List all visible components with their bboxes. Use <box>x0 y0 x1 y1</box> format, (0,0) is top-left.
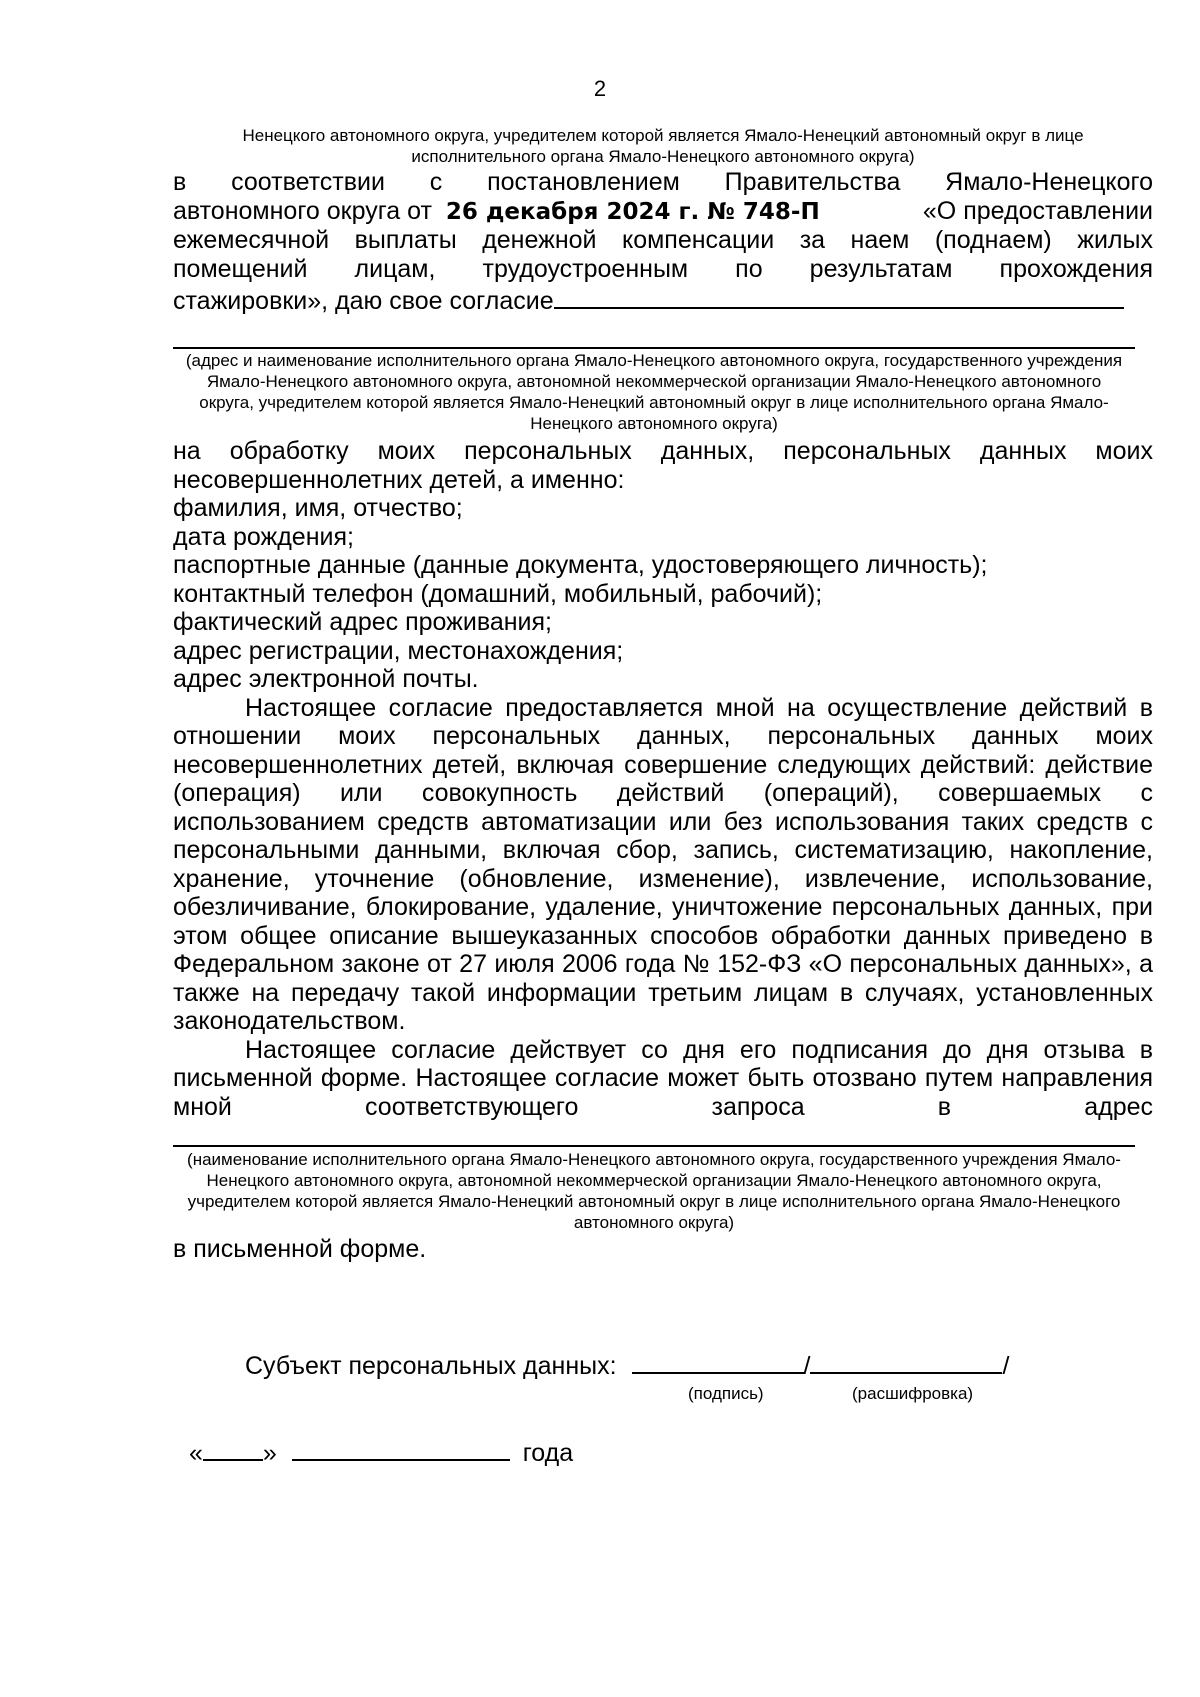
decode-blank[interactable] <box>810 1350 1002 1374</box>
data-item: фамилия, имя, отчество; <box>173 494 463 522</box>
date-open-quote: « <box>189 1439 203 1467</box>
signature-slash-end: / <box>1002 1352 1010 1380</box>
data-item: паспортные данные (данные документа, удостоверяющего личность); <box>173 551 988 579</box>
intro-line-2-prefix: автономного округа от <box>173 196 432 225</box>
signature-slash: / <box>803 1352 811 1380</box>
data-item: адрес электронной почты. <box>173 665 479 693</box>
decode-caption: (расшифровка) <box>852 1384 974 1403</box>
validity-paragraph: Настоящее согласие действует со дня его подписания до дня отзыва в письменной форме. Настоящее согласие может быть отозвано путем направления мной соответствующего запроса в адрес <box>173 1035 1153 1121</box>
intro-line-2-suffix: «О предоставлении <box>922 196 1153 225</box>
date-close-quote: » <box>262 1439 277 1467</box>
signature-caption: (подпись) <box>688 1384 764 1403</box>
top-caption: Ненецкого автономного округа, учредителем которой является Ямало-Ненецкий автономный округ в лице исполнительного органа Ямало-Ненецкого автономного округа) <box>242 126 1084 166</box>
consent-paragraph: Настоящее согласие предоставляется мной на осуществление действий в отношении моих персональных данных, персональных данных моих несовершеннолетних детей, включая совершение следующих действий: действие (операция) или совокупность действий (операций), совершаемых с использованием средств автоматизации или без использования таких средств с персональными данными, включая сбор, запись, систематизацию, накопление, хранение, уточнение (обновление, изменение), извлечение, использование, обезличивание, блокирование, удаление, уничтожение персональных данных, при этом общее описание вышеуказанных способов обработки данных приведено в Федеральном законе от 27 июля 2006 года № 152-ФЗ «О персональных данных», а также на передачу такой информации третьим лицам в случаях, установленных законодательством. <box>173 693 1153 1035</box>
consent-recipient-blank[interactable] <box>554 283 1124 309</box>
day-blank[interactable] <box>203 1437 263 1461</box>
signature-blank[interactable] <box>632 1350 804 1374</box>
intro-line-5 <box>173 283 1153 316</box>
data-item: дата рождения; <box>173 522 354 551</box>
address-caption: (адрес и наименование исполнительного органа Ямало-Ненецкого автономного округа, государственного учреждения Ямало-Ненецкого автономного округа, автономной некоммерческой организации Ямало-Ненецкого автономного округа, учредителем которой является Ямало-Ненецкий автономный округ в лице исполнительного органа Ямало-Ненецкого автономного округа) <box>185 351 1123 433</box>
data-item: контактный телефон (домашний, мобильный, рабочий); <box>173 579 823 608</box>
intro-line-1: в соответствии с постановлением Правительства Ямало-Ненецкого <box>173 168 1153 196</box>
intro-line-5-text: стажировки», даю свое согласие <box>173 287 554 315</box>
intro-line-3: ежемесячной выплаты денежной компенсации за наем (поднаем) жилых <box>173 226 1153 254</box>
processing-intro: на обработку моих персональных данных, персональных данных моих несовершеннолетних детей, а именно: <box>173 437 1153 494</box>
date-line <box>189 1437 573 1468</box>
data-item: адрес регистрации, местонахождения; <box>173 636 624 665</box>
processing-block <box>173 437 1153 1121</box>
intro-line-2 <box>173 197 1153 227</box>
intro-line-4: помещений лицам, трудоустроенным по результатам прохождения <box>173 254 1153 283</box>
intro-block <box>173 168 1153 316</box>
written-form-line: в письменной форме. <box>173 1235 427 1263</box>
data-item: фактический адрес проживания; <box>173 608 553 636</box>
signature-block <box>245 1350 1009 1381</box>
address-rule <box>173 347 1135 349</box>
resolution-date: 26 декабря 2024 г. № 748-П <box>445 198 820 225</box>
year-word: года <box>522 1439 574 1467</box>
page-number: 2 <box>593 76 607 101</box>
signature-label: Субъект персональных данных: <box>245 1352 617 1380</box>
month-blank[interactable] <box>292 1437 510 1461</box>
org-caption: (наименование исполнительного органа Ямало-Ненецкого автономного округа, государственного учреждения Ямало-Ненецкого автономного округа, автономной некоммерческой организации Ямало-Ненецкого автономного округа, учредителем которой является Ямало-Ненецкий автономный округ в лице исполнительного органа Ямало-Ненецкого автономного округа) <box>187 1150 1121 1232</box>
org-rule <box>173 1145 1135 1147</box>
